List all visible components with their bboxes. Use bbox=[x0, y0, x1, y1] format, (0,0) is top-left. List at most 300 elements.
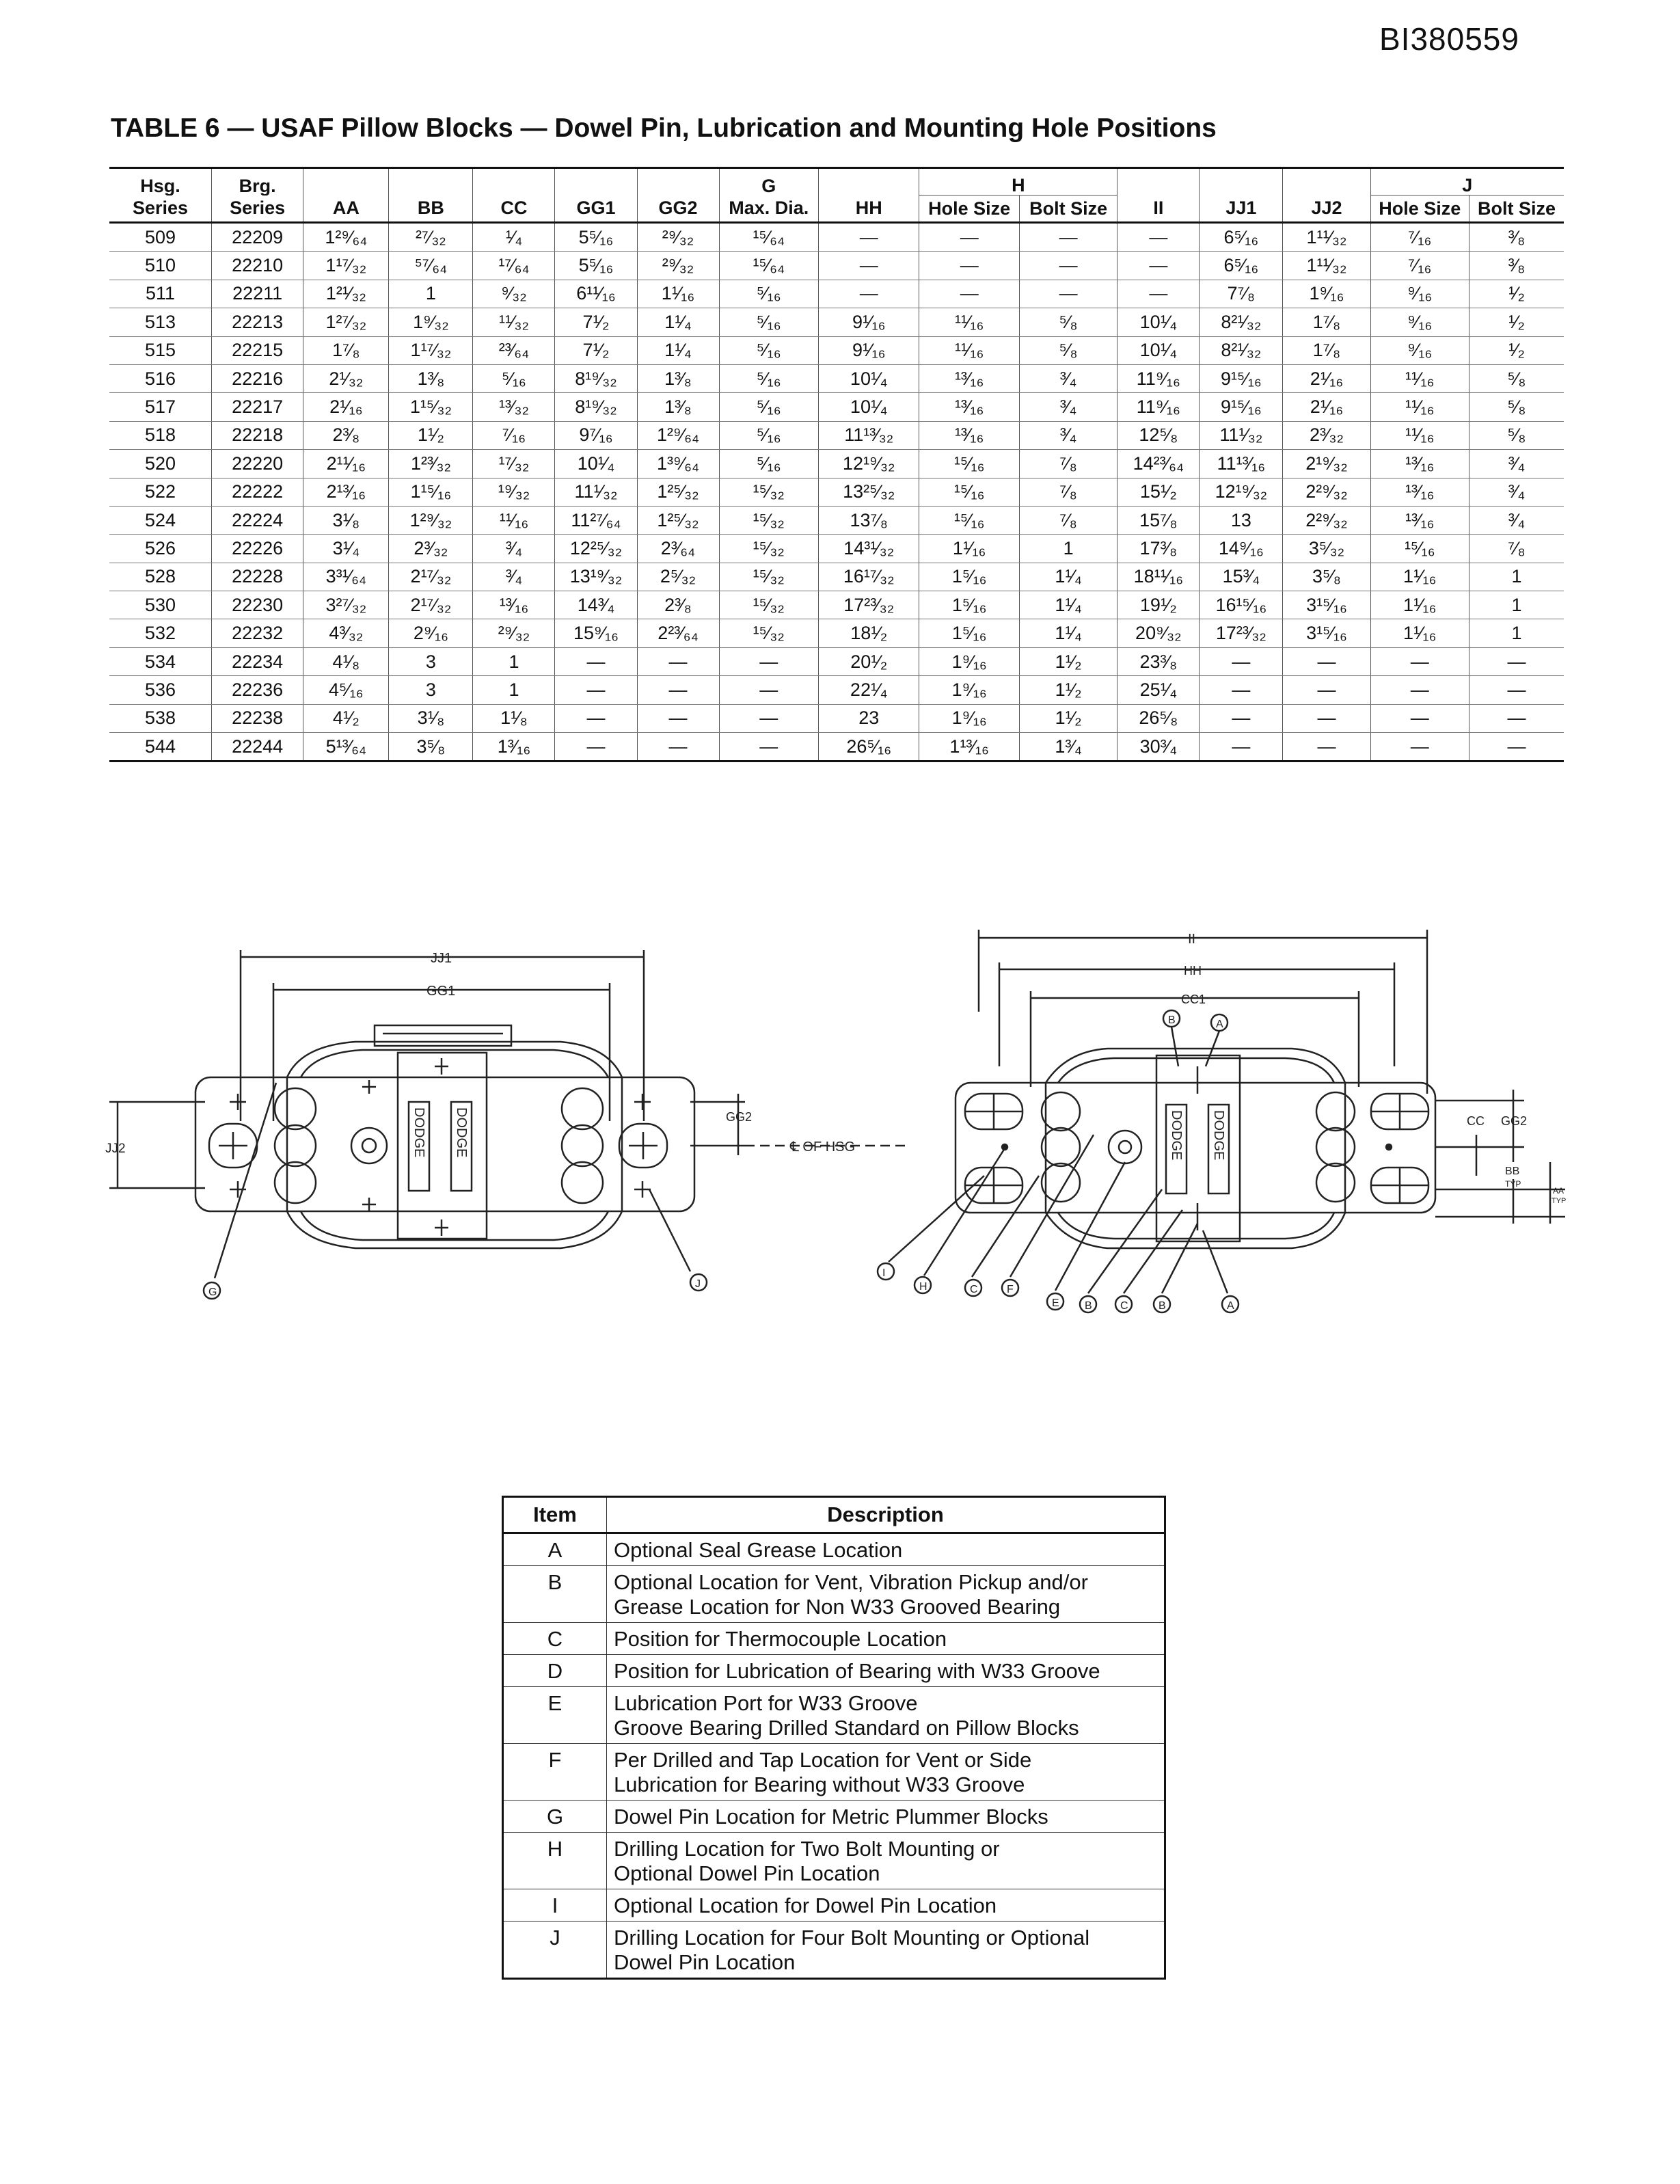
table-cell: 30³⁄₄ bbox=[1117, 733, 1200, 761]
table-cell: 8²¹⁄₃₂ bbox=[1200, 336, 1283, 364]
table-cell: 12¹⁹⁄₃₂ bbox=[818, 450, 919, 478]
table-cell: 2³⁄₆₄ bbox=[637, 535, 719, 563]
table-cell: 3³¹⁄₆₄ bbox=[303, 563, 389, 591]
table-cell: ¹⁵⁄₆₄ bbox=[719, 252, 818, 280]
table-cell: ⁵⁄₈ bbox=[1469, 421, 1564, 449]
table-cell: — bbox=[1370, 647, 1469, 675]
table-cell: 1³⁹⁄₆₄ bbox=[637, 450, 719, 478]
table-cell: ¹³⁄₁₆ bbox=[1370, 506, 1469, 534]
table-cell: ⁵⁄₈ bbox=[1469, 393, 1564, 421]
table-cell: 2¹⁷⁄₃₂ bbox=[389, 563, 473, 591]
table-cell: 23 bbox=[818, 704, 919, 732]
legend-item-description bbox=[607, 1655, 1165, 1687]
table-cell: 1⁷⁄₈ bbox=[303, 336, 389, 364]
legend-item-letter: G bbox=[503, 1801, 607, 1833]
legend-description-line: Position for Thermocouple Location bbox=[614, 1627, 947, 1651]
table-cell: — bbox=[1469, 733, 1564, 761]
table-cell: 18¹⁄₂ bbox=[818, 619, 919, 647]
table-cell: 10¹⁄₄ bbox=[818, 364, 919, 392]
table-cell: 526 bbox=[109, 535, 212, 563]
table-cell: ⁹⁄₁₆ bbox=[1370, 308, 1469, 336]
table-cell: 513 bbox=[109, 308, 212, 336]
table-cell: ¹³⁄₁₆ bbox=[919, 421, 1019, 449]
table-cell: 1¹⁄₄ bbox=[1019, 619, 1117, 647]
col-head-h-hole-size: Hole Size bbox=[919, 196, 1019, 223]
callout-bottom-e: E bbox=[1052, 1297, 1059, 1309]
table-cell: 3²⁷⁄₃₂ bbox=[303, 591, 389, 619]
table-cell: — bbox=[818, 223, 919, 252]
table-cell: 14³⁄₄ bbox=[555, 591, 637, 619]
legend-item-letter: D bbox=[503, 1655, 607, 1687]
table-cell: — bbox=[1019, 223, 1117, 252]
table-cell: 22209 bbox=[212, 223, 303, 252]
legend-description-line: Lubrication for Bearing without W33 Groove bbox=[614, 1772, 1025, 1796]
legend-item-description bbox=[607, 1922, 1165, 1979]
table-cell: 20¹⁄₂ bbox=[818, 647, 919, 675]
table-cell: 12¹⁹⁄₃₂ bbox=[1200, 478, 1283, 506]
legend-body bbox=[503, 1533, 1165, 1979]
table-cell: — bbox=[637, 733, 719, 761]
table-cell: ¹⁷⁄₃₂ bbox=[473, 450, 555, 478]
legend-row bbox=[503, 1801, 1165, 1833]
table-cell: 1³⁄₄ bbox=[1019, 733, 1117, 761]
legend-item-letter: I bbox=[503, 1889, 607, 1922]
table-cell: 2¹⁄₁₆ bbox=[303, 393, 389, 421]
table-cell: 532 bbox=[109, 619, 212, 647]
table-cell: — bbox=[919, 223, 1019, 252]
table-cell: ⁵⁄₈ bbox=[1469, 364, 1564, 392]
table-cell: — bbox=[1469, 647, 1564, 675]
col-head-h: H bbox=[919, 168, 1117, 196]
table-cell: 538 bbox=[109, 704, 212, 732]
table-cell: ⁵⁄₁₆ bbox=[719, 450, 818, 478]
callout-top-b: B bbox=[1168, 1014, 1176, 1026]
table-cell: ¹¹⁄₃₂ bbox=[473, 308, 555, 336]
table-cell: 1¹⁄₂ bbox=[1019, 676, 1117, 704]
table-cell: 1⁹⁄₃₂ bbox=[389, 308, 473, 336]
table-cell: ³⁄₈ bbox=[1469, 252, 1564, 280]
table-cell: ³⁄₈ bbox=[1469, 223, 1564, 252]
dim-label-gg2-left: GG2 bbox=[726, 1110, 753, 1124]
col-head-brg-series: Series bbox=[212, 196, 303, 223]
table-cell: ⁷⁄₈ bbox=[1019, 450, 1117, 478]
table-cell: 2¹⁄₁₆ bbox=[1283, 364, 1370, 392]
table-cell: 1²⁷⁄₃₂ bbox=[303, 308, 389, 336]
col-head-h-bolt-size: Bolt Size bbox=[1019, 196, 1117, 223]
table-cell: — bbox=[1283, 733, 1370, 761]
table-cell: — bbox=[818, 252, 919, 280]
dodge-mark-left-b: DODGE bbox=[454, 1107, 469, 1158]
dim-label-gg2-right: GG2 bbox=[1501, 1114, 1528, 1128]
table-cell: 1¹⁄₁₆ bbox=[1370, 619, 1469, 647]
table-cell: ⁷⁄₈ bbox=[1469, 535, 1564, 563]
table-cell: 11⁹⁄₁₆ bbox=[1117, 393, 1200, 421]
table-cell: ⁹⁄₁₆ bbox=[1370, 280, 1469, 308]
table-cell: ¹⁹⁄₃₂ bbox=[473, 478, 555, 506]
table-cell: ¹³⁄₁₆ bbox=[1370, 450, 1469, 478]
table-cell: 20⁹⁄₃₂ bbox=[1117, 619, 1200, 647]
table-cell: — bbox=[1283, 676, 1370, 704]
table-cell: 17³⁄₈ bbox=[1117, 535, 1200, 563]
left-pillow-block-drawing bbox=[105, 950, 909, 1299]
table-cell: 1¹³⁄₁₆ bbox=[919, 733, 1019, 761]
dim-label-jj1: JJ1 bbox=[431, 951, 452, 966]
table-cell: 1¹⁄₄ bbox=[1019, 591, 1117, 619]
table-cell: ¹³⁄₁₆ bbox=[473, 591, 555, 619]
table-cell: ¹³⁄₁₆ bbox=[919, 364, 1019, 392]
legend-row bbox=[503, 1744, 1165, 1801]
table-cell: 6⁵⁄₁₆ bbox=[1200, 252, 1283, 280]
legend-item-letter: A bbox=[503, 1533, 607, 1566]
dodge-mark-right-a: DODGE bbox=[1169, 1110, 1184, 1161]
table-cell: 11¹³⁄₁₆ bbox=[1200, 450, 1283, 478]
table-cell: 1¹⁷⁄₃₂ bbox=[303, 252, 389, 280]
table-cell: ³⁄₄ bbox=[1469, 506, 1564, 534]
table-cell: 3¹⁄₈ bbox=[389, 704, 473, 732]
bottom-callouts bbox=[878, 1135, 1238, 1312]
table-cell: ⁹⁄₃₂ bbox=[473, 280, 555, 308]
table-cell: 1¹⁄₁₆ bbox=[1370, 591, 1469, 619]
table-cell: 22238 bbox=[212, 704, 303, 732]
table-cell: 510 bbox=[109, 252, 212, 280]
legend-item-description bbox=[607, 1623, 1165, 1655]
col-head-g: G bbox=[719, 168, 818, 196]
table-cell: 22216 bbox=[212, 364, 303, 392]
table-cell: 1¹¹⁄₃₂ bbox=[1283, 223, 1370, 252]
table-cell: — bbox=[1200, 647, 1283, 675]
table-cell: 528 bbox=[109, 563, 212, 591]
table-cell: ¹⁵⁄₃₂ bbox=[719, 478, 818, 506]
table-cell: 524 bbox=[109, 506, 212, 534]
table-cell: 22224 bbox=[212, 506, 303, 534]
table-cell: 5⁵⁄₁₆ bbox=[555, 252, 637, 280]
table-cell: 5¹³⁄₆₄ bbox=[303, 733, 389, 761]
table-cell: 544 bbox=[109, 733, 212, 761]
table-cell: 13 bbox=[1200, 506, 1283, 534]
table-cell: 10¹⁄₄ bbox=[555, 450, 637, 478]
table-cell: 3 bbox=[389, 647, 473, 675]
table-cell: 22¹⁄₄ bbox=[818, 676, 919, 704]
table-cell: 9¹⁵⁄₁₆ bbox=[1200, 393, 1283, 421]
table-cell: 511 bbox=[109, 280, 212, 308]
table-cell: 15¹⁄₂ bbox=[1117, 478, 1200, 506]
table-cell: 2¹³⁄₁₆ bbox=[303, 478, 389, 506]
legend-item-letter: H bbox=[503, 1833, 607, 1889]
legend-item-letter: J bbox=[503, 1922, 607, 1979]
table-cell: 4¹⁄₈ bbox=[303, 647, 389, 675]
col-head-hh: HH bbox=[818, 196, 919, 223]
table-cell: 1²⁹⁄₃₂ bbox=[389, 506, 473, 534]
table-cell: 8¹⁹⁄₃₂ bbox=[555, 393, 637, 421]
table-cell: — bbox=[555, 647, 637, 675]
col-head-j: J bbox=[1370, 168, 1564, 196]
table-cell: 517 bbox=[109, 393, 212, 421]
table-cell: 1³⁄₈ bbox=[637, 393, 719, 421]
callout-bottom-f: F bbox=[1007, 1284, 1014, 1295]
table-cell: ¹³⁄₃₂ bbox=[473, 393, 555, 421]
table-cell: 7¹⁄₂ bbox=[555, 308, 637, 336]
table-cell: 11⁹⁄₁₆ bbox=[1117, 364, 1200, 392]
table-cell: ⁵⁄₁₆ bbox=[719, 336, 818, 364]
table-cell: ¹³⁄₁₆ bbox=[1370, 478, 1469, 506]
table-cell: 1¹⁄₁₆ bbox=[919, 535, 1019, 563]
table-cell: — bbox=[1370, 733, 1469, 761]
table-cell: 2²³⁄₆₄ bbox=[637, 619, 719, 647]
table-cell: ⁵⁄₁₆ bbox=[719, 364, 818, 392]
table-cell: 1²⁹⁄₆₄ bbox=[637, 421, 719, 449]
table-cell: ¹⁵⁄₃₂ bbox=[719, 563, 818, 591]
table-cell: ³⁄₄ bbox=[1019, 421, 1117, 449]
col-head-ii: II bbox=[1117, 196, 1200, 223]
table-cell: ¹⁄₄ bbox=[473, 223, 555, 252]
dim-label-bb-typ: TYP bbox=[1505, 1179, 1521, 1189]
table-cell: ¹¹⁄₁₆ bbox=[473, 506, 555, 534]
table-cell: 1²¹⁄₃₂ bbox=[303, 280, 389, 308]
table-cell: 1²⁹⁄₆₄ bbox=[303, 223, 389, 252]
col-head-hsg-series: Series bbox=[109, 196, 212, 223]
legend-row bbox=[503, 1922, 1165, 1979]
table-cell: — bbox=[1117, 280, 1200, 308]
legend-item-description bbox=[607, 1533, 1165, 1566]
table-cell: 6¹¹⁄₁₆ bbox=[555, 280, 637, 308]
table-cell: ⁵⁄₈ bbox=[1019, 308, 1117, 336]
table-cell: ¹⁵⁄₃₂ bbox=[719, 506, 818, 534]
legend-description-line: Optional Location for Dowel Pin Location bbox=[614, 1893, 997, 1917]
legend-description-line: Groove Bearing Drilled Standard on Pillow Blocks bbox=[614, 1716, 1079, 1740]
table-cell: — bbox=[637, 676, 719, 704]
legend-row bbox=[503, 1655, 1165, 1687]
dodge-mark-right-b: DODGE bbox=[1211, 1110, 1226, 1161]
table-cell: 11¹⁄₃₂ bbox=[555, 478, 637, 506]
callout-bottom-a: A bbox=[1227, 1300, 1234, 1312]
callout-bottom-c2: C bbox=[1120, 1300, 1128, 1312]
table-cell: 1⁹⁄₁₆ bbox=[1283, 280, 1370, 308]
table-cell: — bbox=[1117, 252, 1200, 280]
table-cell: — bbox=[1200, 733, 1283, 761]
table-cell: 13²⁵⁄₃₂ bbox=[818, 478, 919, 506]
table-cell: 18¹¹⁄₁₆ bbox=[1117, 563, 1200, 591]
table-cell: ⁷⁄₈ bbox=[1019, 506, 1117, 534]
table-cell: 1 bbox=[389, 280, 473, 308]
table-cell: 3¹⁵⁄₁₆ bbox=[1283, 591, 1370, 619]
table-cell: — bbox=[555, 733, 637, 761]
table-cell: 1⁵⁄₁₆ bbox=[919, 563, 1019, 591]
legend-item-description bbox=[607, 1744, 1165, 1801]
table-cell: 530 bbox=[109, 591, 212, 619]
table-cell: 518 bbox=[109, 421, 212, 449]
table-cell: 2³⁄₈ bbox=[303, 421, 389, 449]
table-cell: 22210 bbox=[212, 252, 303, 280]
table-cell: 9⁷⁄₁₆ bbox=[555, 421, 637, 449]
table-cell: 14²³⁄₆₄ bbox=[1117, 450, 1200, 478]
table-cell: 2⁵⁄₃₂ bbox=[637, 563, 719, 591]
table-cell: ⁵⁄₁₆ bbox=[473, 364, 555, 392]
table-cell: 1¹⁄₈ bbox=[473, 704, 555, 732]
table-cell: 1²⁵⁄₃₂ bbox=[637, 478, 719, 506]
table-cell: 3⁵⁄₈ bbox=[389, 733, 473, 761]
table-cell: 22213 bbox=[212, 308, 303, 336]
table-cell: 2²⁹⁄₃₂ bbox=[1283, 478, 1370, 506]
table-cell: ²⁹⁄₃₂ bbox=[637, 223, 719, 252]
table-cell: — bbox=[637, 647, 719, 675]
col-head-jj1: JJ1 bbox=[1200, 196, 1283, 223]
table-cell: 1²³⁄₃₂ bbox=[389, 450, 473, 478]
table-cell: ³⁄₄ bbox=[1469, 478, 1564, 506]
table-cell: ³⁄₄ bbox=[1469, 450, 1564, 478]
table-cell: ⁷⁄₁₆ bbox=[1370, 223, 1469, 252]
table-cell: 1 bbox=[1469, 591, 1564, 619]
legend-row bbox=[503, 1566, 1165, 1623]
table-cell: 1¹⁵⁄₃₂ bbox=[389, 393, 473, 421]
table-cell: 15³⁄₄ bbox=[1200, 563, 1283, 591]
table-cell: ¹⁵⁄₁₆ bbox=[919, 478, 1019, 506]
col-head-g-max-dia: Max. Dia. bbox=[719, 196, 818, 223]
col-head-j-hole-size: Hole Size bbox=[1370, 196, 1469, 223]
table-cell: — bbox=[719, 676, 818, 704]
table-cell: 2¹⁷⁄₃₂ bbox=[389, 591, 473, 619]
table-cell: 520 bbox=[109, 450, 212, 478]
table-cell: 1⁹⁄₁₆ bbox=[919, 704, 1019, 732]
dim-label-cc: CC bbox=[1467, 1114, 1485, 1128]
table-cell: ³⁄₄ bbox=[473, 563, 555, 591]
legend-item-letter: C bbox=[503, 1623, 607, 1655]
table-cell: ⁵⁷⁄₆₄ bbox=[389, 252, 473, 280]
table-cell: 3 bbox=[389, 676, 473, 704]
table-cell: — bbox=[1200, 704, 1283, 732]
document-id: BI380559 bbox=[1379, 21, 1519, 57]
table-cell: — bbox=[719, 704, 818, 732]
table-cell: ¹⁵⁄₃₂ bbox=[719, 591, 818, 619]
table-cell: ³⁄₄ bbox=[1019, 393, 1117, 421]
table-cell: ¹¹⁄₁₆ bbox=[1370, 364, 1469, 392]
callout-bottom-b1: B bbox=[1085, 1300, 1092, 1312]
table-cell: ¹¹⁄₁₆ bbox=[1370, 421, 1469, 449]
table-cell: 1¹⁄₂ bbox=[1019, 647, 1117, 675]
callout-bottom-b2: B bbox=[1159, 1300, 1166, 1312]
col-head-hsg: Hsg. bbox=[109, 168, 212, 196]
legend-description-line: Per Drilled and Tap Location for Vent or Side bbox=[614, 1748, 1032, 1772]
table-cell: 6⁵⁄₁₆ bbox=[1200, 223, 1283, 252]
table-cell: 536 bbox=[109, 676, 212, 704]
legend-item-description bbox=[607, 1889, 1165, 1922]
table-cell: ¹¹⁄₁₆ bbox=[919, 336, 1019, 364]
table-cell: 3¹⁄₈ bbox=[303, 506, 389, 534]
legend-description-line: Drilling Location for Two Bolt Mounting or bbox=[614, 1837, 1000, 1861]
table-cell: 10¹⁄₄ bbox=[1117, 308, 1200, 336]
table-cell: 10¹⁄₄ bbox=[818, 393, 919, 421]
table-cell: 22215 bbox=[212, 336, 303, 364]
col-head-gg1: GG1 bbox=[555, 196, 637, 223]
legend-description-line: Optional Dowel Pin Location bbox=[614, 1861, 880, 1885]
table-cell: 534 bbox=[109, 647, 212, 675]
table-title: TABLE 6 — USAF Pillow Blocks — Dowel Pin, Lubrication and Mounting Hole Positions bbox=[111, 113, 1217, 143]
table-cell: 17²³⁄₃₂ bbox=[1200, 619, 1283, 647]
table-cell: 1⁹⁄₁₆ bbox=[919, 647, 1019, 675]
callout-j: J bbox=[695, 1278, 701, 1290]
legend-description-line: Drilling Location for Four Bolt Mounting or Optional bbox=[614, 1926, 1090, 1950]
table-cell: 4⁵⁄₁₆ bbox=[303, 676, 389, 704]
legend-header-description: Description bbox=[607, 1497, 1165, 1533]
table-cell: 9¹⁄₁₆ bbox=[818, 336, 919, 364]
table-cell: 22236 bbox=[212, 676, 303, 704]
callout-bottom-c1: C bbox=[970, 1284, 978, 1295]
table-cell: 3⁵⁄₃₂ bbox=[1283, 535, 1370, 563]
col-head-brg: Brg. bbox=[212, 168, 303, 196]
table-cell: — bbox=[555, 676, 637, 704]
table-cell: ⁷⁄₈ bbox=[1019, 478, 1117, 506]
table-cell: ¹¹⁄₁₆ bbox=[1370, 393, 1469, 421]
col-head-j-bolt-size: Bolt Size bbox=[1469, 196, 1564, 223]
table-cell: 13⁷⁄₈ bbox=[818, 506, 919, 534]
table-cell: — bbox=[818, 280, 919, 308]
legend-header-item: Item bbox=[503, 1497, 607, 1533]
table-cell: 516 bbox=[109, 364, 212, 392]
dim-label-cc1: CC1 bbox=[1181, 993, 1206, 1006]
table-cell: 2¹⁄₃₂ bbox=[303, 364, 389, 392]
legend-description-line: Position for Lubrication of Bearing with W33 Groove bbox=[614, 1659, 1100, 1683]
table-cell: ¹⁵⁄₁₆ bbox=[1370, 535, 1469, 563]
legend-item-description bbox=[607, 1687, 1165, 1744]
table-cell: 15⁹⁄₁₆ bbox=[555, 619, 637, 647]
legend-row bbox=[503, 1687, 1165, 1744]
table-cell: 1¹⁄₄ bbox=[1019, 563, 1117, 591]
table-cell: ⁵⁄₁₆ bbox=[719, 421, 818, 449]
callout-bottom-i: I bbox=[882, 1267, 886, 1279]
right-pillow-block-drawing bbox=[878, 930, 1566, 1312]
table-cell: 1¹⁄₁₆ bbox=[1370, 563, 1469, 591]
table-cell: — bbox=[637, 704, 719, 732]
table-cell: 5⁵⁄₁₆ bbox=[555, 223, 637, 252]
table-cell: 515 bbox=[109, 336, 212, 364]
table-cell: ⁹⁄₁₆ bbox=[1370, 336, 1469, 364]
table-cell: ²³⁄₆₄ bbox=[473, 336, 555, 364]
table-cell: ¹³⁄₁₆ bbox=[919, 393, 1019, 421]
legend-description-line: Lubrication Port for W33 Groove bbox=[614, 1691, 918, 1715]
table-cell: 2³⁄₈ bbox=[637, 591, 719, 619]
table-cell: — bbox=[1283, 704, 1370, 732]
table-cell: 2³⁄₃₂ bbox=[1283, 421, 1370, 449]
table-cell: — bbox=[1469, 704, 1564, 732]
dim-label-gg1: GG1 bbox=[426, 984, 456, 999]
table-cell: 1¹⁄₄ bbox=[637, 336, 719, 364]
col-head-bb: BB bbox=[389, 196, 473, 223]
table-cell: ¹⁵⁄₃₂ bbox=[719, 619, 818, 647]
table-cell: 22228 bbox=[212, 563, 303, 591]
dim-label-bb: BB bbox=[1505, 1165, 1520, 1177]
table-cell: ¹⁄₂ bbox=[1469, 336, 1564, 364]
table-cell: 522 bbox=[109, 478, 212, 506]
table-cell: 1¹⁄₄ bbox=[637, 308, 719, 336]
table-cell: 1³⁄₈ bbox=[389, 364, 473, 392]
table-cell: 9¹⁵⁄₁₆ bbox=[1200, 364, 1283, 392]
table-cell: 2³⁄₃₂ bbox=[389, 535, 473, 563]
table-cell: 17²³⁄₃₂ bbox=[818, 591, 919, 619]
legend-item-description bbox=[607, 1833, 1165, 1889]
table-cell: 22230 bbox=[212, 591, 303, 619]
table-cell: 8²¹⁄₃₂ bbox=[1200, 308, 1283, 336]
table-cell: 16¹⁵⁄₁₆ bbox=[1200, 591, 1283, 619]
table-cell: — bbox=[919, 252, 1019, 280]
legend-row bbox=[503, 1623, 1165, 1655]
dim-label-hh: HH bbox=[1184, 964, 1202, 978]
table-cell: — bbox=[1370, 704, 1469, 732]
table-cell: 1¹⁄₂ bbox=[389, 421, 473, 449]
table-cell: 22222 bbox=[212, 478, 303, 506]
centerline-label: ℄ OF HSG bbox=[790, 1140, 856, 1155]
table-cell: 22218 bbox=[212, 421, 303, 449]
table-cell: — bbox=[1019, 252, 1117, 280]
table-cell: ¹⁄₂ bbox=[1469, 280, 1564, 308]
